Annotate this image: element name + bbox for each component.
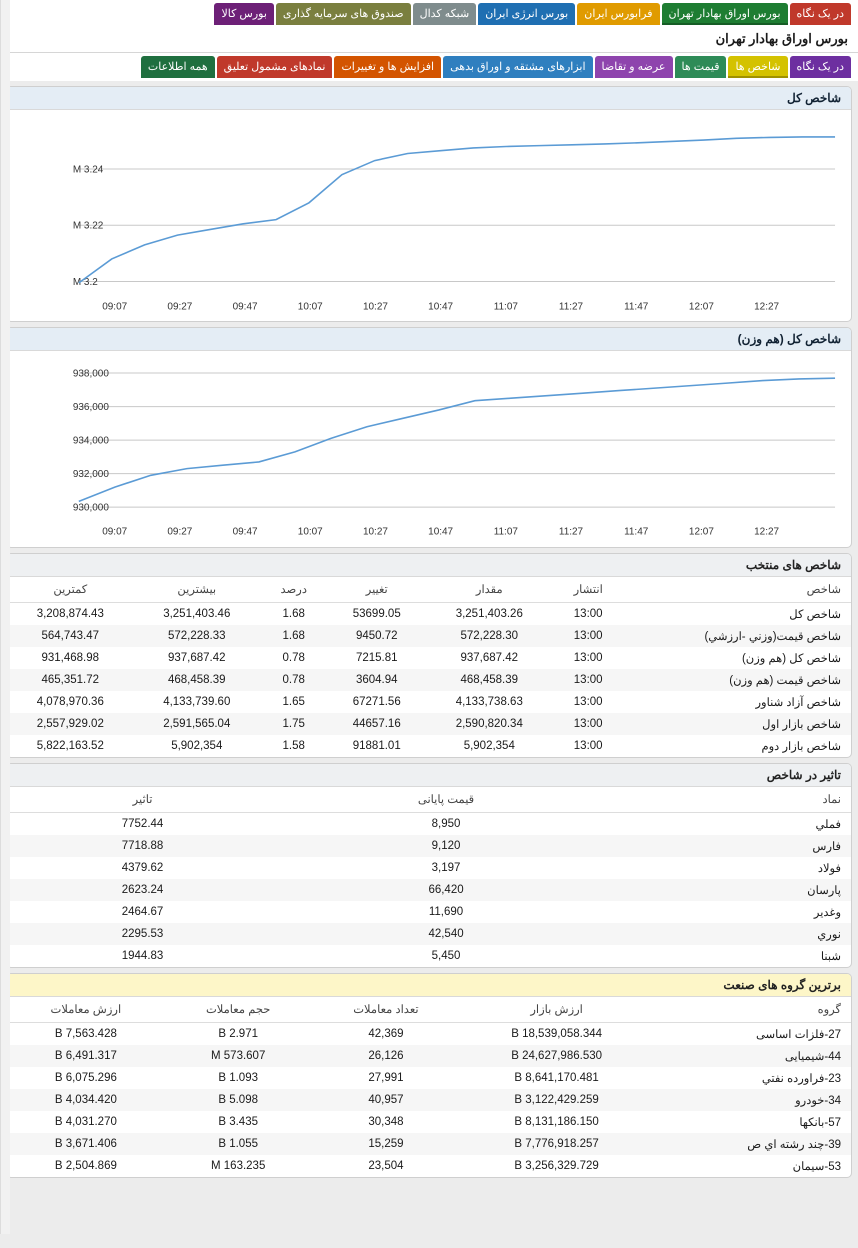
cell-time: 13:00 <box>573 652 603 665</box>
cell-percent: 1.75 <box>282 718 305 731</box>
main-tab-0[interactable]: در یک نگاه <box>790 3 851 25</box>
cell-group: 34-خودرو <box>795 1095 841 1108</box>
vertical-scrollbar[interactable] <box>0 0 10 1248</box>
svg-text:10:47: 10:47 <box>428 301 454 313</box>
index-effect-table <box>7 787 851 967</box>
cell-value: 937,687.42 <box>460 652 519 665</box>
svg-text:11:07: 11:07 <box>493 301 518 313</box>
main-tab-5[interactable]: صندوق های سرمایه گذاری <box>276 3 411 25</box>
cell-value: 2,504.869 B <box>54 1160 117 1173</box>
svg-text:3.22 M: 3.22 M <box>72 220 104 232</box>
cell-low: 2,557,929.02 <box>36 718 104 731</box>
cell-percent: 1.68 <box>282 608 305 621</box>
svg-text:3.24 M: 3.24 M <box>72 164 104 176</box>
sub-tabbar[interactable] <box>0 53 858 81</box>
svg-text:09:07: 09:07 <box>102 527 128 539</box>
cell-trade_count: 30,348 <box>368 1116 404 1129</box>
cell-value: 3,251,403.26 <box>455 608 523 621</box>
panel-top-groups <box>6 973 852 1178</box>
cell-effect: 4379.62 <box>121 862 164 875</box>
cell-change: 67271.56 <box>352 696 401 709</box>
panel-selected-indices-title: شاخص های منتخب <box>7 554 851 577</box>
table-row[interactable] <box>7 713 851 735</box>
page-title: بورس اوراق بهادار تهران <box>0 28 858 53</box>
cell-final_price: 11,690 <box>428 906 464 919</box>
cell-high: 4,133,739.60 <box>163 696 231 709</box>
cell-effect: 7752.44 <box>121 818 164 831</box>
svg-text:938,000: 938,000 <box>72 369 109 381</box>
cell-volume: 2.971 B <box>218 1028 258 1041</box>
svg-text:10:47: 10:47 <box>428 527 454 539</box>
cell-volume: 1.055 B <box>218 1138 258 1151</box>
panel-index-main <box>6 86 852 322</box>
panel-top-groups-title: برترین گروه های صنعت <box>7 974 851 997</box>
panel-index-weighted <box>6 327 852 548</box>
sub-tab-4[interactable]: ابزارهای مشتقه و اوراق بدهی <box>443 56 592 78</box>
cell-change: 7215.81 <box>355 652 398 665</box>
cell-value: 468,458.39 <box>460 674 519 687</box>
cell-volume: 3.435 B <box>218 1116 258 1129</box>
column-header: مقدار <box>426 577 552 603</box>
column-header: انتشار <box>553 577 624 603</box>
svg-text:934,000: 934,000 <box>72 436 109 448</box>
table-row[interactable] <box>7 647 851 669</box>
svg-text:09:27: 09:27 <box>167 527 193 539</box>
panel-index-main-title: شاخص کل <box>7 87 851 110</box>
table-header-row <box>7 577 851 603</box>
cell-change: 44657.16 <box>352 718 401 731</box>
cell-change: 91881.01 <box>352 740 401 753</box>
cell-value: 3,671.406 B <box>54 1138 117 1151</box>
cell-name: شاخص بازار اول <box>762 719 841 732</box>
cell-low: 931,468.98 <box>41 652 100 665</box>
main-tabbar[interactable] <box>0 0 858 28</box>
cell-market_value: 18,539,058.344 B <box>511 1028 603 1041</box>
panel-index-effect <box>6 763 852 968</box>
chart-index-weighted <box>7 351 851 547</box>
cell-name: شاخص کل (هم وزن) <box>741 653 841 666</box>
cell-high: 572,228.33 <box>167 630 226 643</box>
svg-text:12:07: 12:07 <box>688 301 714 313</box>
column-header: نماد <box>614 787 851 813</box>
svg-text:936,000: 936,000 <box>72 402 109 414</box>
cell-market_value: 3,256,329.729 B <box>514 1160 599 1173</box>
cell-low: 5,822,163.52 <box>36 740 104 753</box>
svg-text:11:27: 11:27 <box>558 301 584 313</box>
cell-percent: 1.58 <box>282 740 305 753</box>
footer-strip <box>0 1234 858 1248</box>
table-row[interactable] <box>7 1023 851 1046</box>
cell-percent: 1.68 <box>282 630 305 643</box>
cell-high: 2,591,565.04 <box>163 718 231 731</box>
cell-symbol: پارسان <box>807 885 841 898</box>
cell-trade_count: 42,369 <box>368 1028 404 1041</box>
cell-value: 4,133,738.63 <box>455 696 523 709</box>
cell-trade_count: 40,957 <box>368 1094 404 1107</box>
cell-value: 572,228.30 <box>460 630 519 643</box>
table-row[interactable] <box>7 735 851 757</box>
cell-volume: 573.607 M <box>210 1050 266 1063</box>
cell-time: 13:00 <box>573 608 603 621</box>
cell-high: 3,251,403.46 <box>163 608 231 621</box>
main-tab-2[interactable]: فرابورس ایران <box>577 3 659 25</box>
cell-value: 4,031.270 B <box>54 1116 117 1129</box>
svg-text:932,000: 932,000 <box>72 469 109 481</box>
cell-symbol: وغدير <box>813 907 841 920</box>
svg-text:10:27: 10:27 <box>362 527 388 539</box>
cell-percent: 1.65 <box>282 696 305 709</box>
cell-group: 39-چند رشته اي ص <box>747 1139 841 1152</box>
cell-market_value: 24,627,986.530 B <box>511 1050 603 1063</box>
table-row[interactable] <box>7 691 851 713</box>
svg-text:3.2 M: 3.2 M <box>72 276 98 288</box>
column-header: قیمت پایانی <box>278 787 614 813</box>
column-header: کمترین <box>7 577 134 603</box>
sub-tab-0[interactable]: در یک نگاه <box>790 56 851 78</box>
svg-text:09:07: 09:07 <box>102 301 128 313</box>
selected-indices-table <box>7 577 851 757</box>
table-row[interactable] <box>7 1155 851 1177</box>
cell-volume: 163.235 M <box>210 1160 266 1173</box>
svg-text:12:27: 12:27 <box>754 527 780 539</box>
cell-value: 4,034.420 B <box>54 1094 117 1107</box>
cell-low: 4,078,970.36 <box>36 696 104 709</box>
svg-text:11:27: 11:27 <box>558 527 584 539</box>
table-row[interactable] <box>7 835 851 857</box>
cell-time: 13:00 <box>573 718 603 731</box>
cell-effect: 7718.88 <box>121 840 164 853</box>
cell-effect: 2295.53 <box>121 928 164 941</box>
table-row[interactable] <box>7 1045 851 1067</box>
cell-final_price: 3,197 <box>431 862 461 875</box>
main-tab-6[interactable]: بورس کالا <box>214 3 273 25</box>
sub-tab-3[interactable]: عرضه و تقاضا <box>595 56 673 78</box>
cell-final_price: 66,420 <box>428 884 464 897</box>
cell-market_value: 8,641,170.481 B <box>514 1072 599 1085</box>
table-row[interactable] <box>7 857 851 879</box>
top-groups-table <box>7 997 851 1177</box>
column-header: شاخص <box>624 577 851 603</box>
cell-change: 9450.72 <box>355 630 398 643</box>
table-row[interactable] <box>7 923 851 945</box>
cell-name: شاخص بازار دوم <box>761 741 841 754</box>
table-row[interactable] <box>7 945 851 967</box>
cell-group: 53-سیمان <box>792 1161 841 1174</box>
cell-market_value: 3,122,429.259 B <box>514 1094 599 1107</box>
cell-symbol: فولاد <box>817 863 841 876</box>
table-row[interactable] <box>7 813 851 836</box>
cell-value: 2,590,820.34 <box>455 718 523 731</box>
cell-symbol: فارس <box>812 841 841 854</box>
cell-low: 465,351.72 <box>41 674 100 687</box>
column-header: حجم معاملات <box>165 997 312 1023</box>
table-row[interactable] <box>7 669 851 691</box>
table-row[interactable] <box>7 1133 851 1155</box>
cell-high: 5,902,354 <box>171 740 223 753</box>
main-tab-1[interactable]: بورس اوراق بهادار تهران <box>662 3 788 25</box>
cell-name: شاخص قیمت(وزني -ارزشي) <box>704 631 841 644</box>
table-row[interactable] <box>7 1089 851 1111</box>
cell-name: شاخص آزاد شناور <box>755 697 841 710</box>
table-row[interactable] <box>7 901 851 923</box>
cell-final_price: 8,950 <box>431 818 461 831</box>
svg-text:10:27: 10:27 <box>362 301 388 313</box>
table-header-row <box>7 787 851 813</box>
cell-trade_count: 27,991 <box>368 1072 404 1085</box>
cell-name: شاخص قیمت (هم وزن) <box>729 675 841 688</box>
cell-low: 564,743.47 <box>41 630 100 643</box>
main-tab-4[interactable]: شبکه کدال <box>413 3 477 25</box>
sub-tab-2[interactable]: قیمت ها <box>675 56 727 78</box>
cell-group: 23-فراورده نفتي <box>761 1073 841 1086</box>
cell-time: 13:00 <box>573 674 603 687</box>
cell-market_value: 7,776,918.257 B <box>514 1138 599 1151</box>
table-row[interactable] <box>7 603 851 626</box>
cell-group: 27-فلزات اساسی <box>755 1029 841 1042</box>
svg-text:11:47: 11:47 <box>624 527 649 539</box>
sub-tab-5[interactable]: افزایش ها و تغییرات <box>334 56 441 78</box>
panel-index-weighted-title: شاخص کل (هم وزن) <box>7 328 851 351</box>
svg-text:10:07: 10:07 <box>297 527 323 539</box>
cell-percent: 0.78 <box>282 674 305 687</box>
table-row[interactable] <box>7 879 851 901</box>
cell-high: 468,458.39 <box>167 674 226 687</box>
column-header: درصد <box>260 577 327 603</box>
cell-value: 6,491.317 B <box>54 1050 117 1063</box>
cell-value: 7,563.428 B <box>54 1028 117 1041</box>
cell-group: 57-بانكها <box>799 1117 841 1130</box>
table-header-row <box>7 997 851 1023</box>
cell-symbol: شبنا <box>820 951 841 964</box>
main-tab-3[interactable]: بورس انرژی ایران <box>478 3 575 25</box>
svg-text:11:47: 11:47 <box>624 301 649 313</box>
sub-tab-7[interactable]: همه اطلاعات <box>141 56 215 78</box>
svg-text:09:47: 09:47 <box>232 527 258 539</box>
cell-symbol: فملي <box>815 819 841 832</box>
cell-time: 13:00 <box>573 740 603 753</box>
chart-index-main-svg <box>7 110 851 321</box>
cell-low: 3,208,874.43 <box>36 608 104 621</box>
column-header: تعداد معاملات <box>312 997 461 1023</box>
cell-high: 937,687.42 <box>167 652 226 665</box>
chart-index-main <box>7 110 851 321</box>
cell-effect: 1944.83 <box>121 950 164 963</box>
cell-change: 3604.94 <box>355 674 398 687</box>
svg-text:10:07: 10:07 <box>297 301 323 313</box>
cell-final_price: 9,120 <box>431 840 461 853</box>
table-row[interactable] <box>7 1111 851 1133</box>
sub-tab-1[interactable]: شاخص ها <box>728 56 787 78</box>
column-header: بیشترین <box>134 577 260 603</box>
cell-effect: 2623.24 <box>121 884 164 897</box>
table-row[interactable] <box>7 625 851 647</box>
cell-final_price: 42,540 <box>428 928 464 941</box>
svg-text:11:07: 11:07 <box>493 527 518 539</box>
svg-text:930,000: 930,000 <box>72 503 109 515</box>
svg-text:12:07: 12:07 <box>688 527 714 539</box>
column-header: تاثیر <box>7 787 278 813</box>
cell-volume: 5.098 B <box>218 1094 258 1107</box>
chart-index-weighted-svg <box>7 351 851 547</box>
svg-text:09:27: 09:27 <box>167 301 193 313</box>
cell-group: 44-شیمیایی <box>784 1051 841 1064</box>
panel-index-effect-title: تاثیر در شاخص <box>7 764 851 787</box>
column-header: تغییر <box>327 577 426 603</box>
column-header: گروه <box>653 997 851 1023</box>
column-header: ارزش بازار <box>460 997 653 1023</box>
column-header: ارزش معاملات <box>7 997 165 1023</box>
cell-time: 13:00 <box>573 630 603 643</box>
sub-tab-6[interactable]: نمادهای مشمول تعلیق <box>217 56 333 78</box>
cell-percent: 0.78 <box>282 652 305 665</box>
svg-text:09:47: 09:47 <box>232 301 258 313</box>
cell-value: 6,075.296 B <box>54 1072 117 1085</box>
cell-trade_count: 26,126 <box>368 1050 404 1063</box>
cell-value: 5,902,354 <box>463 740 515 753</box>
table-row[interactable] <box>7 1067 851 1089</box>
cell-market_value: 8,131,186.150 B <box>514 1116 599 1129</box>
cell-name: شاخص کل <box>789 609 841 622</box>
panel-selected-indices <box>6 553 852 758</box>
svg-text:12:27: 12:27 <box>754 301 780 313</box>
cell-volume: 1.093 B <box>218 1072 258 1085</box>
cell-trade_count: 23,504 <box>368 1160 404 1173</box>
cell-time: 13:00 <box>573 696 603 709</box>
cell-final_price: 5,450 <box>431 950 461 963</box>
cell-symbol: نوري <box>817 929 841 942</box>
cell-trade_count: 15,259 <box>368 1138 404 1151</box>
cell-effect: 2464.67 <box>121 906 164 919</box>
cell-change: 53699.05 <box>352 608 401 621</box>
